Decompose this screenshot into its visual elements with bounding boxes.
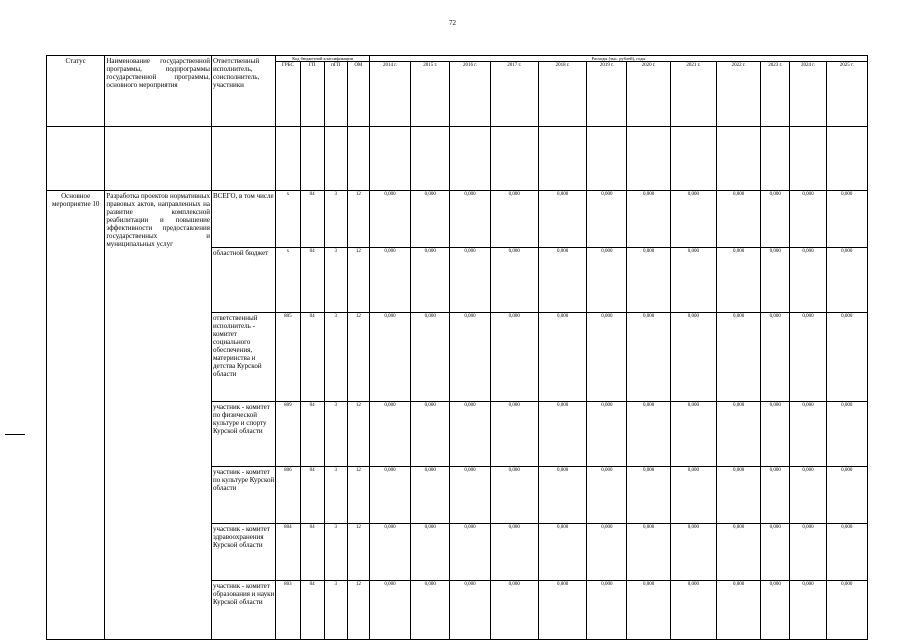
code-cell: 12 (347, 191, 369, 248)
header-year: 2022 г. (716, 62, 760, 127)
value-cell: 0,000 (587, 581, 627, 640)
code-cell: 803 (276, 581, 300, 640)
value-cell: 0,000 (490, 467, 538, 524)
page-number: 72 (449, 19, 456, 27)
value-cell: 0,000 (490, 248, 538, 313)
value-cell: 0,000 (761, 581, 790, 640)
header-year: 2018 г. (538, 62, 586, 127)
code-cell: 04 (300, 581, 324, 640)
code-cell: 12 (347, 581, 369, 640)
value-cell: 0,000 (716, 313, 760, 402)
value-cell: 0,000 (490, 191, 538, 248)
code-cell: 806 (276, 467, 300, 524)
code-cell: 12 (347, 402, 369, 467)
value-cell: 0,000 (670, 524, 716, 581)
executor-cell: участник - комитет здравоохранения Курской области (211, 524, 275, 581)
value-cell: 0,000 (790, 524, 826, 581)
value-cell: 0,000 (790, 248, 826, 313)
value-cell: 0,000 (411, 402, 450, 467)
code-cell: 809 (276, 402, 300, 467)
code-cell: 3 (324, 313, 347, 402)
value-cell: 0,000 (627, 467, 670, 524)
code-cell: 04 (300, 191, 324, 248)
value-cell: 0,000 (716, 467, 760, 524)
value-cell: 0,000 (627, 313, 670, 402)
value-cell: 0,000 (411, 467, 450, 524)
value-cell: 0,000 (538, 402, 586, 467)
value-cell: 0,000 (627, 248, 670, 313)
value-cell: 0,000 (538, 467, 586, 524)
value-cell: 0,000 (450, 402, 490, 467)
value-cell: 0,000 (450, 248, 490, 313)
code-cell: 804 (276, 524, 300, 581)
value-cell: 0,000 (538, 191, 586, 248)
code-cell: 3 (324, 467, 347, 524)
header-code-gp: ГП (300, 62, 324, 127)
value-cell: 0,000 (627, 402, 670, 467)
header-year: 2024 г. (790, 62, 826, 127)
value-cell: 0,000 (490, 524, 538, 581)
value-cell: 0,000 (761, 313, 790, 402)
value-cell: 0,000 (450, 581, 490, 640)
header-year: 2021 г. (670, 62, 716, 127)
header-year: 2016 г. (450, 62, 490, 127)
value-cell: 0,000 (411, 524, 450, 581)
value-cell: 0,000 (670, 313, 716, 402)
value-cell: 0,000 (627, 581, 670, 640)
value-cell: 0,000 (450, 191, 490, 248)
value-cell: 0,000 (790, 191, 826, 248)
value-cell: 0,000 (761, 248, 790, 313)
code-cell: 04 (300, 248, 324, 313)
value-cell: 0,000 (790, 467, 826, 524)
value-cell: 0,000 (587, 191, 627, 248)
value-cell: 0,000 (538, 581, 586, 640)
value-cell: 0,000 (538, 313, 586, 402)
value-cell: 0,000 (761, 191, 790, 248)
value-cell: 0,000 (716, 581, 760, 640)
value-cell: 0,000 (369, 191, 410, 248)
header-year: 2023 г. (761, 62, 790, 127)
value-cell: 0,000 (627, 191, 670, 248)
header-year: 2017 г. (490, 62, 538, 127)
header-year: 2020 г. (627, 62, 670, 127)
value-cell: 0,000 (369, 467, 410, 524)
header-code-pgp: пГП (324, 62, 347, 127)
code-cell: 805 (276, 313, 300, 402)
code-cell: 12 (347, 313, 369, 402)
value-cell: 0,000 (411, 581, 450, 640)
table-row (47, 191, 868, 248)
code-cell: 3 (324, 191, 347, 248)
value-cell: 0,000 (490, 313, 538, 402)
value-cell: 0,000 (369, 313, 410, 402)
header-status: Статус (47, 56, 105, 127)
budget-table (46, 55, 868, 640)
value-cell: 0,000 (670, 402, 716, 467)
code-cell: 04 (300, 524, 324, 581)
value-cell: 0,000 (716, 402, 760, 467)
executor-cell: участник - комитет по физической культуре и спорту Курской области (211, 402, 275, 467)
header-code-grbs: ГРБС (276, 62, 300, 127)
value-cell: 0,000 (538, 248, 586, 313)
value-cell: 0,000 (670, 581, 716, 640)
value-cell: 0,000 (716, 191, 760, 248)
code-cell: х (276, 248, 300, 313)
value-cell: 0,000 (826, 191, 867, 248)
code-cell: 12 (347, 524, 369, 581)
value-cell: 0,000 (369, 402, 410, 467)
value-cell: 0,000 (587, 402, 627, 467)
value-cell: 0,000 (538, 524, 586, 581)
code-cell: 3 (324, 248, 347, 313)
spacer-row (47, 127, 868, 191)
code-cell: 12 (347, 467, 369, 524)
header-year: 2019 г. (587, 62, 627, 127)
margin-mark (5, 434, 25, 435)
code-cell: 04 (300, 467, 324, 524)
value-cell: 0,000 (369, 581, 410, 640)
value-cell: 0,000 (790, 581, 826, 640)
code-cell: 04 (300, 402, 324, 467)
value-cell: 0,000 (761, 524, 790, 581)
value-cell: 0,000 (790, 402, 826, 467)
value-cell: 0,000 (761, 402, 790, 467)
header-expenses-group: Расходы (тыс. рублей), годы (369, 56, 867, 62)
value-cell: 0,000 (587, 313, 627, 402)
value-cell: 0,000 (627, 524, 670, 581)
value-cell: 0,000 (587, 524, 627, 581)
value-cell: 0,000 (411, 313, 450, 402)
value-cell: 0,000 (761, 467, 790, 524)
executor-cell: ВСЕГО, в том числе (211, 191, 275, 248)
value-cell: 0,000 (670, 467, 716, 524)
value-cell: 0,000 (790, 313, 826, 402)
code-cell: 12 (347, 248, 369, 313)
value-cell: 0,000 (826, 467, 867, 524)
value-cell: 0,000 (716, 248, 760, 313)
value-cell: 0,000 (670, 248, 716, 313)
value-cell: 0,000 (826, 402, 867, 467)
value-cell: 0,000 (490, 402, 538, 467)
value-cell: 0,000 (826, 581, 867, 640)
block-name: Разработка проектов нормативных правовых актов, направленных на развитие комплексной реабилитации и повышение эффективности предоставления государственных и муниципальных услуг (105, 191, 212, 640)
value-cell: 0,000 (411, 191, 450, 248)
value-cell: 0,000 (826, 313, 867, 402)
value-cell: 0,000 (450, 467, 490, 524)
value-cell: 0,000 (369, 248, 410, 313)
executor-cell: участник - комитет по культуре Курской области (211, 467, 275, 524)
value-cell: 0,000 (670, 191, 716, 248)
value-cell: 0,000 (587, 248, 627, 313)
value-cell: 0,000 (587, 467, 627, 524)
header-executor: Ответственный исполнитель, соисполнитель, участники (211, 56, 275, 127)
header-year: 2015 г. (411, 62, 450, 127)
value-cell: 0,000 (411, 248, 450, 313)
block-status: Основное мероприятие 10 (47, 191, 105, 640)
header-name: Наименование государственной программы, подпрограммы государственной программы, основного мероприятия (105, 56, 212, 127)
header-code-om: ОМ (347, 62, 369, 127)
value-cell: 0,000 (826, 248, 867, 313)
header-budget-code-group: Код бюджетной классификации (276, 56, 370, 62)
executor-cell: областной бюджет (211, 248, 275, 313)
value-cell: 0,000 (490, 581, 538, 640)
header-year: 2025 г. (826, 62, 867, 127)
code-cell: 3 (324, 581, 347, 640)
value-cell: 0,000 (369, 524, 410, 581)
executor-cell: участник - комитет образования и науки Курской области (211, 581, 275, 640)
code-cell: 3 (324, 524, 347, 581)
header-year: 2014 г. (369, 62, 410, 127)
code-cell: 04 (300, 313, 324, 402)
code-cell: 3 (324, 402, 347, 467)
value-cell: 0,000 (716, 524, 760, 581)
code-cell: х (276, 191, 300, 248)
value-cell: 0,000 (450, 313, 490, 402)
value-cell: 0,000 (450, 524, 490, 581)
value-cell: 0,000 (826, 524, 867, 581)
executor-cell: ответственный исполнитель - комитет социального обеспечения, материнства и детства Курской области (211, 313, 275, 402)
